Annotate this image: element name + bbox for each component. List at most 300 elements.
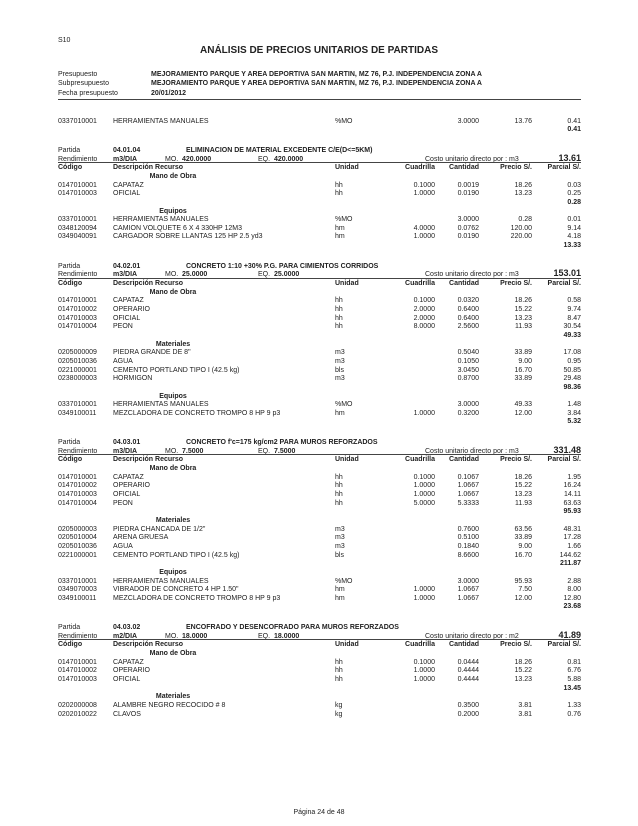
item-unit: hh xyxy=(335,181,343,189)
item-code: 0147010001 xyxy=(58,473,97,481)
subpresupuesto-value: MEJORAMIENTO PARQUE Y AREA DEPORTIVA SAN MARTIN, MZ 76, P.J. INDEPENDENCIA ZONA A xyxy=(151,80,482,87)
item-cuadrilla: 5.0000 xyxy=(413,499,435,507)
item-code: 0348120094 xyxy=(58,224,97,232)
eq-value: 18.0000 xyxy=(274,632,300,640)
item-code: 0337010001 xyxy=(58,117,97,125)
item-unit: bls xyxy=(335,366,344,374)
item-cuadrilla: 1.0000 xyxy=(413,594,435,602)
presupuesto-value: MEJORAMIENTO PARQUE Y AREA DEPORTIVA SAN MARTIN, MZ 76, P.J. INDEPENDENCIA ZONA A xyxy=(151,71,482,78)
item-code: 0221000001 xyxy=(58,366,97,374)
item-cuadrilla: 0.1000 xyxy=(413,473,435,481)
item-cantidad: 0.0444 xyxy=(457,658,479,666)
item-unit: hh xyxy=(335,473,343,481)
item-cantidad: 0.6400 xyxy=(457,314,479,322)
item-cantidad: 0.5100 xyxy=(457,534,479,542)
item-parcial: 0.81 xyxy=(567,658,581,666)
section-heading: Equipos xyxy=(159,568,187,576)
eq-label: EQ. xyxy=(258,155,271,163)
item-parcial: 2.88 xyxy=(567,577,581,585)
item-unit: hm xyxy=(335,586,345,594)
section-heading: Materiales xyxy=(155,693,191,701)
page-footer: Página 24 de 48 xyxy=(293,809,345,816)
item-cantidad: 0.8700 xyxy=(457,375,479,383)
item-precio: 18.26 xyxy=(514,658,532,666)
item-cantidad: 1.0667 xyxy=(457,491,479,498)
item-precio: 15.22 xyxy=(514,667,532,675)
rendimiento-value: m2/DIA xyxy=(113,632,138,640)
item-precio: 3.81 xyxy=(518,701,532,709)
mo-value: 420.0000 xyxy=(182,155,212,163)
item-parcial: 12.80 xyxy=(563,594,581,602)
item-cantidad: 0.0190 xyxy=(457,190,479,198)
item-unit: m3 xyxy=(335,542,345,550)
item-cantidad: 0.7600 xyxy=(457,525,479,533)
item-unit: hh xyxy=(335,482,343,490)
item-description: CAPATAZ xyxy=(113,297,144,305)
item-description: PIEDRA GRANDE DE 8" xyxy=(113,349,191,357)
col-header-unidad: Unidad xyxy=(335,456,359,464)
item-parcial: 9.74 xyxy=(567,306,581,313)
item-cuadrilla: 1.0000 xyxy=(413,491,435,498)
rendimiento-label: Rendimiento xyxy=(58,632,98,640)
item-code: 0205010036 xyxy=(58,357,97,365)
costo-unitario-value: 331.48 xyxy=(553,444,581,455)
item-code: 0337010001 xyxy=(58,577,97,585)
costo-unitario-label: Costo unitario directo por : m3 xyxy=(425,271,519,279)
item-parcial: 63.63 xyxy=(563,499,581,507)
col-header-cantidad: Cantidad xyxy=(449,280,479,288)
item-description: HERRAMIENTAS MANUALES xyxy=(113,577,209,585)
item-code: 0337010001 xyxy=(58,216,97,224)
item-unit: hh xyxy=(335,190,343,198)
rendimiento-value: m3/DIA xyxy=(113,271,138,279)
item-code: 0147010001 xyxy=(58,658,97,666)
eq-label: EQ. xyxy=(258,447,271,455)
item-cuadrilla: 0.1000 xyxy=(413,181,435,189)
item-unit: hh xyxy=(335,676,343,683)
item-unit: hm xyxy=(335,409,345,417)
col-header-cuadrilla: Cuadrilla xyxy=(405,164,435,172)
item-parcial: 3.84 xyxy=(567,409,581,417)
item-cantidad: 3.0000 xyxy=(457,117,479,125)
item-precio: 33.89 xyxy=(514,375,532,383)
item-description: OFICIAL xyxy=(113,314,141,322)
costo-unitario-label: Costo unitario directo por : m2 xyxy=(425,632,519,640)
col-header-unidad: Unidad xyxy=(335,164,359,172)
item-unit: %MO xyxy=(335,216,353,224)
section-heading: Equipos xyxy=(159,392,187,400)
partida-code: 04.03.01 xyxy=(113,439,141,447)
item-precio: 3.81 xyxy=(518,710,532,718)
col-header-codigo: Código xyxy=(58,641,83,649)
item-cantidad: 3.0000 xyxy=(457,401,479,409)
item-cuadrilla: 1.0000 xyxy=(413,667,435,675)
item-unit: hm xyxy=(335,594,345,602)
item-unit: hh xyxy=(335,323,343,331)
item-cantidad: 1.0667 xyxy=(457,482,479,490)
fecha-label: Fecha presupuesto xyxy=(58,90,118,97)
costo-unitario-label: Costo unitario directo por : m3 xyxy=(425,155,519,163)
item-unit: hh xyxy=(335,314,343,322)
costo-unitario-value: 153.01 xyxy=(553,268,581,279)
item-description: CAPATAZ xyxy=(113,181,144,189)
item-precio: 13.23 xyxy=(514,314,532,322)
rendimiento-label: Rendimiento xyxy=(58,271,98,279)
section-subtotal: 211.87 xyxy=(559,560,581,568)
item-unit: m3 xyxy=(335,357,345,365)
item-precio: 9.00 xyxy=(518,542,532,550)
item-description: HERRAMIENTAS MANUALES xyxy=(113,401,209,409)
item-parcial: 0.58 xyxy=(567,297,581,305)
eq-value: 25.0000 xyxy=(274,271,300,279)
col-header-parcial: Parcial S/. xyxy=(547,641,581,649)
section-heading: Equipos xyxy=(159,207,187,215)
partida-label: Partida xyxy=(58,439,81,447)
mo-label: MO. xyxy=(165,447,179,455)
item-code: 0349100011 xyxy=(58,594,97,602)
item-parcial: 48.31 xyxy=(563,525,581,533)
item-precio: 13.23 xyxy=(514,676,532,683)
item-parcial: 9.14 xyxy=(567,224,581,232)
item-parcial: 144.62 xyxy=(559,551,581,559)
item-precio: 15.22 xyxy=(514,482,532,490)
item-parcial: 5.88 xyxy=(567,676,581,683)
item-unit: hm xyxy=(335,224,345,232)
item-unit: %MO xyxy=(335,117,353,125)
fecha-value: 20/01/2012 xyxy=(151,90,187,97)
item-precio: 18.26 xyxy=(514,473,532,481)
item-parcial: 1.95 xyxy=(567,473,581,481)
item-parcial: 0.76 xyxy=(567,710,581,718)
item-description: CAMION VOLQUETE 6 X 4 330HP 12M3 xyxy=(113,224,243,232)
section-subtotal: 0.28 xyxy=(567,198,581,206)
item-parcial: 8.00 xyxy=(567,586,581,594)
item-cantidad: 0.0762 xyxy=(457,224,479,232)
item-cuadrilla: 1.0000 xyxy=(413,190,435,198)
item-cantidad: 0.4444 xyxy=(457,676,479,683)
col-header-cantidad: Cantidad xyxy=(449,641,479,649)
col-header-cuadrilla: Cuadrilla xyxy=(405,280,435,288)
col-header-parcial: Parcial S/. xyxy=(547,280,581,288)
section-subtotal: 13.33 xyxy=(563,242,581,250)
section-subtotal: 98.36 xyxy=(563,383,581,391)
item-precio: 15.22 xyxy=(514,306,532,313)
partida-code: 04.03.02 xyxy=(113,624,141,632)
section-heading: Mano de Obra xyxy=(149,650,197,658)
item-precio: 12.00 xyxy=(514,409,532,417)
item-precio: 16.70 xyxy=(514,551,532,559)
item-code: 0147010003 xyxy=(58,491,97,498)
item-cantidad: 0.1067 xyxy=(457,473,479,481)
item-unit: hh xyxy=(335,306,343,313)
rendimiento-value: m3/DIA xyxy=(113,447,138,455)
item-code: 0349040091 xyxy=(58,233,97,241)
page-code: S10 xyxy=(58,37,71,44)
item-code: 0205000003 xyxy=(58,525,97,533)
section-subtotal: 13.45 xyxy=(563,684,581,692)
item-code: 0349070003 xyxy=(58,586,97,594)
col-header-cuadrilla: Cuadrilla xyxy=(405,641,435,649)
section-heading: Mano de Obra xyxy=(149,465,197,473)
item-description: CAPATAZ xyxy=(113,658,144,666)
item-cantidad: 0.1840 xyxy=(457,542,479,550)
item-precio: 120.00 xyxy=(510,224,532,232)
item-code: 0147010002 xyxy=(58,482,97,490)
item-unit: m3 xyxy=(335,525,345,533)
item-parcial: 0.95 xyxy=(567,357,581,365)
item-description: AGUA xyxy=(113,542,133,550)
item-parcial: 29.48 xyxy=(563,375,581,383)
item-cantidad: 3.0000 xyxy=(457,216,479,224)
item-code: 0337010001 xyxy=(58,401,97,409)
item-precio: 95.93 xyxy=(514,577,532,585)
item-cantidad: 2.5600 xyxy=(457,323,479,331)
eq-value: 7.5000 xyxy=(274,447,296,455)
item-cantidad: 5.3333 xyxy=(457,499,479,507)
eq-label: EQ. xyxy=(258,271,271,279)
item-precio: 63.56 xyxy=(514,525,532,533)
item-precio: 7.50 xyxy=(518,586,532,594)
item-precio: 0.28 xyxy=(518,216,532,224)
item-code: 0147010001 xyxy=(58,181,97,189)
item-code: 0147010002 xyxy=(58,306,97,313)
costo-unitario-value: 13.61 xyxy=(558,152,581,163)
partida-name: CONCRETO 1:10 +30% P.G. PARA CIMIENTOS CORRIDOS xyxy=(186,262,379,270)
item-parcial: 8.47 xyxy=(567,314,581,322)
item-description: HERRAMIENTAS MANUALES xyxy=(113,117,209,125)
item-precio: 33.89 xyxy=(514,534,532,542)
item-unit: hm xyxy=(335,233,345,241)
item-description: ALAMBRE NEGRO RECOCIDO # 8 xyxy=(113,701,226,709)
item-parcial: 0.01 xyxy=(567,216,581,224)
item-precio: 18.26 xyxy=(514,181,532,189)
rendimiento-value: m3/DIA xyxy=(113,155,138,163)
subpresupuesto-label: Subpresupuesto xyxy=(58,80,109,87)
item-description: PEON xyxy=(113,323,133,331)
item-cuadrilla: 2.0000 xyxy=(413,314,435,322)
item-unit: hh xyxy=(335,297,343,305)
item-description: OPERARIO xyxy=(113,482,150,490)
item-precio: 13.23 xyxy=(514,491,532,498)
item-cantidad: 1.0667 xyxy=(457,586,479,594)
partida-name: ENCOFRADO Y DESENCOFRADO PARA MUROS REFORZADOS xyxy=(186,624,399,632)
eq-label: EQ. xyxy=(258,632,271,640)
item-unit: kg xyxy=(335,701,343,709)
item-cantidad: 0.2000 xyxy=(457,710,479,718)
section-subtotal: 0.41 xyxy=(567,126,581,134)
col-header-precio: Precio S/. xyxy=(500,456,532,464)
item-code: 0205000009 xyxy=(58,349,97,357)
item-code: 0349100011 xyxy=(58,409,97,417)
item-code: 0147010002 xyxy=(58,667,97,675)
item-unit: m3 xyxy=(335,534,345,542)
item-parcial: 50.85 xyxy=(563,366,581,374)
item-cantidad: 0.3200 xyxy=(457,409,479,417)
item-description: OPERARIO xyxy=(113,306,150,313)
item-code: 0147010003 xyxy=(58,676,97,683)
item-cuadrilla: 8.0000 xyxy=(413,323,435,331)
item-unit: %MO xyxy=(335,577,353,585)
item-parcial: 4.18 xyxy=(567,233,581,241)
item-parcial: 17.08 xyxy=(563,349,581,357)
col-header-parcial: Parcial S/. xyxy=(547,456,581,464)
col-header-descripcion: Descripción Recurso xyxy=(113,164,184,172)
item-description: CARGADOR SOBRE LLANTAS 125 HP 2.5 yd3 xyxy=(113,233,263,241)
section-subtotal: 95.93 xyxy=(563,508,581,516)
eq-value: 420.0000 xyxy=(274,155,304,163)
item-description: HERRAMIENTAS MANUALES xyxy=(113,216,209,224)
header-divider xyxy=(58,99,581,100)
item-cuadrilla: 1.0000 xyxy=(413,586,435,594)
item-cuadrilla: 4.0000 xyxy=(413,224,435,232)
col-header-descripcion: Descripción Recurso xyxy=(113,641,184,649)
item-code: 0147010003 xyxy=(58,190,97,198)
item-precio: 16.70 xyxy=(514,366,532,374)
item-cuadrilla: 0.1000 xyxy=(413,658,435,666)
mo-value: 18.0000 xyxy=(182,632,208,640)
section-heading: Mano de Obra xyxy=(149,172,197,180)
item-parcial: 14.11 xyxy=(564,491,581,498)
item-parcial: 1.66 xyxy=(567,542,581,550)
item-description: CEMENTO PORTLAND TIPO I (42.5 kg) xyxy=(113,551,240,559)
item-description: PIEDRA CHANCADA DE 1/2" xyxy=(113,525,206,533)
item-cuadrilla: 1.0000 xyxy=(413,409,435,417)
item-description: OFICIAL xyxy=(113,190,141,198)
item-unit: m3 xyxy=(335,375,345,383)
item-description: OFICIAL xyxy=(113,676,141,683)
page-title: ANÁLISIS DE PRECIOS UNITARIOS DE PARTIDAS xyxy=(200,45,438,56)
partida-code: 04.01.04 xyxy=(113,146,141,154)
item-unit: bls xyxy=(335,551,344,559)
item-parcial: 16.24 xyxy=(563,482,581,490)
section-subtotal: 49.33 xyxy=(563,331,581,339)
item-cantidad: 8.6600 xyxy=(457,551,479,559)
item-precio: 13.23 xyxy=(514,190,532,198)
item-unit: %MO xyxy=(335,401,353,409)
item-cantidad: 0.0320 xyxy=(457,297,479,305)
costo-unitario-label: Costo unitario directo por : m3 xyxy=(425,447,519,455)
section-subtotal: 23.68 xyxy=(563,603,581,611)
item-code: 0202000008 xyxy=(58,701,97,709)
item-cantidad: 0.5040 xyxy=(457,349,479,357)
col-header-cantidad: Cantidad xyxy=(449,456,479,464)
item-parcial: 17.28 xyxy=(563,534,581,542)
rendimiento-label: Rendimiento xyxy=(58,155,98,163)
item-description: PEON xyxy=(113,499,133,507)
item-description: AGUA xyxy=(113,357,133,365)
item-description: VIBRADOR DE CONCRETO 4 HP 1.50" xyxy=(113,586,239,594)
item-code: 0147010003 xyxy=(58,314,97,322)
col-header-cuadrilla: Cuadrilla xyxy=(405,456,435,464)
item-parcial: 1.33 xyxy=(567,701,581,709)
item-cantidad: 3.0000 xyxy=(457,577,479,585)
item-cuadrilla: 2.0000 xyxy=(413,306,435,313)
item-precio: 12.00 xyxy=(514,594,532,602)
item-code: 0147010004 xyxy=(58,323,97,331)
item-description: MEZCLADORA DE CONCRETO TROMPO 8 HP 9 p3 xyxy=(113,594,281,602)
col-header-parcial: Parcial S/. xyxy=(547,164,581,172)
item-parcial: 6.76 xyxy=(567,667,581,675)
item-unit: kg xyxy=(335,710,343,718)
section-subtotal: 5.32 xyxy=(567,418,581,426)
item-precio: 9.00 xyxy=(518,357,532,365)
item-cuadrilla: 1.0000 xyxy=(413,233,435,241)
item-cantidad: 0.0190 xyxy=(457,233,479,241)
item-description: CAPATAZ xyxy=(113,473,144,481)
mo-label: MO. xyxy=(165,155,179,163)
item-unit: hh xyxy=(335,667,343,675)
mo-value: 25.0000 xyxy=(182,271,208,279)
item-unit: hh xyxy=(335,491,343,498)
item-cuadrilla: 1.0000 xyxy=(413,676,435,683)
item-code: 0202010022 xyxy=(58,710,97,718)
mo-label: MO. xyxy=(165,632,179,640)
costo-unitario-value: 41.89 xyxy=(558,629,581,640)
section-heading: Materiales xyxy=(155,516,191,524)
col-header-precio: Precio S/. xyxy=(500,280,532,288)
item-cuadrilla: 1.0000 xyxy=(413,482,435,490)
item-unit: m3 xyxy=(335,349,345,357)
mo-label: MO. xyxy=(165,271,179,279)
item-description: CEMENTO PORTLAND TIPO I (42.5 kg) xyxy=(113,366,240,374)
partida-code: 04.02.01 xyxy=(113,262,141,270)
col-header-codigo: Código xyxy=(58,280,83,288)
item-cantidad: 0.3500 xyxy=(457,701,479,709)
partida-name: CONCRETO f'c=175 kg/cm2 PARA MUROS REFORZADOS xyxy=(186,439,378,447)
rendimiento-label: Rendimiento xyxy=(58,447,98,455)
section-heading: Mano de Obra xyxy=(149,288,197,296)
item-cantidad: 0.4444 xyxy=(457,667,479,675)
item-description: MEZCLADORA DE CONCRETO TROMPO 8 HP 9 p3 xyxy=(113,409,281,417)
partida-label: Partida xyxy=(58,624,81,632)
item-cantidad: 0.0019 xyxy=(457,181,479,189)
col-header-cantidad: Cantidad xyxy=(449,164,479,172)
item-precio: 220.00 xyxy=(510,233,532,241)
item-description: HORMIGON xyxy=(113,375,153,383)
item-code: 0221000001 xyxy=(58,551,97,559)
col-header-descripcion: Descripción Recurso xyxy=(113,280,184,288)
partida-label: Partida xyxy=(58,146,81,154)
item-precio: 18.26 xyxy=(514,297,532,305)
item-description: ARENA GRUESA xyxy=(113,534,169,542)
item-cuadrilla: 0.1000 xyxy=(413,297,435,305)
presupuesto-label: Presupuesto xyxy=(58,71,98,78)
item-unit: hh xyxy=(335,658,343,666)
col-header-unidad: Unidad xyxy=(335,280,359,288)
item-description: CLAVOS xyxy=(113,710,141,718)
item-unit: hh xyxy=(335,499,343,507)
item-cantidad: 1.0667 xyxy=(457,594,479,602)
partida-label: Partida xyxy=(58,262,81,270)
item-parcial: 30.54 xyxy=(563,323,581,331)
col-header-codigo: Código xyxy=(58,164,83,172)
item-parcial: 1.48 xyxy=(567,401,581,409)
item-code: 0238000003 xyxy=(58,375,97,383)
col-header-precio: Precio S/. xyxy=(500,164,532,172)
item-code: 0147010004 xyxy=(58,499,97,507)
item-parcial: 0.03 xyxy=(567,181,581,189)
item-precio: 11.93 xyxy=(515,499,532,507)
item-cantidad: 0.6400 xyxy=(457,306,479,313)
item-precio: 49.33 xyxy=(514,401,532,409)
item-precio: 13.76 xyxy=(514,117,532,125)
item-precio: 33.89 xyxy=(514,349,532,357)
section-heading: Materiales xyxy=(155,340,191,348)
item-precio: 11.93 xyxy=(515,323,532,331)
col-header-unidad: Unidad xyxy=(335,641,359,649)
mo-value: 7.5000 xyxy=(182,447,204,455)
item-cantidad: 0.1050 xyxy=(457,357,479,365)
